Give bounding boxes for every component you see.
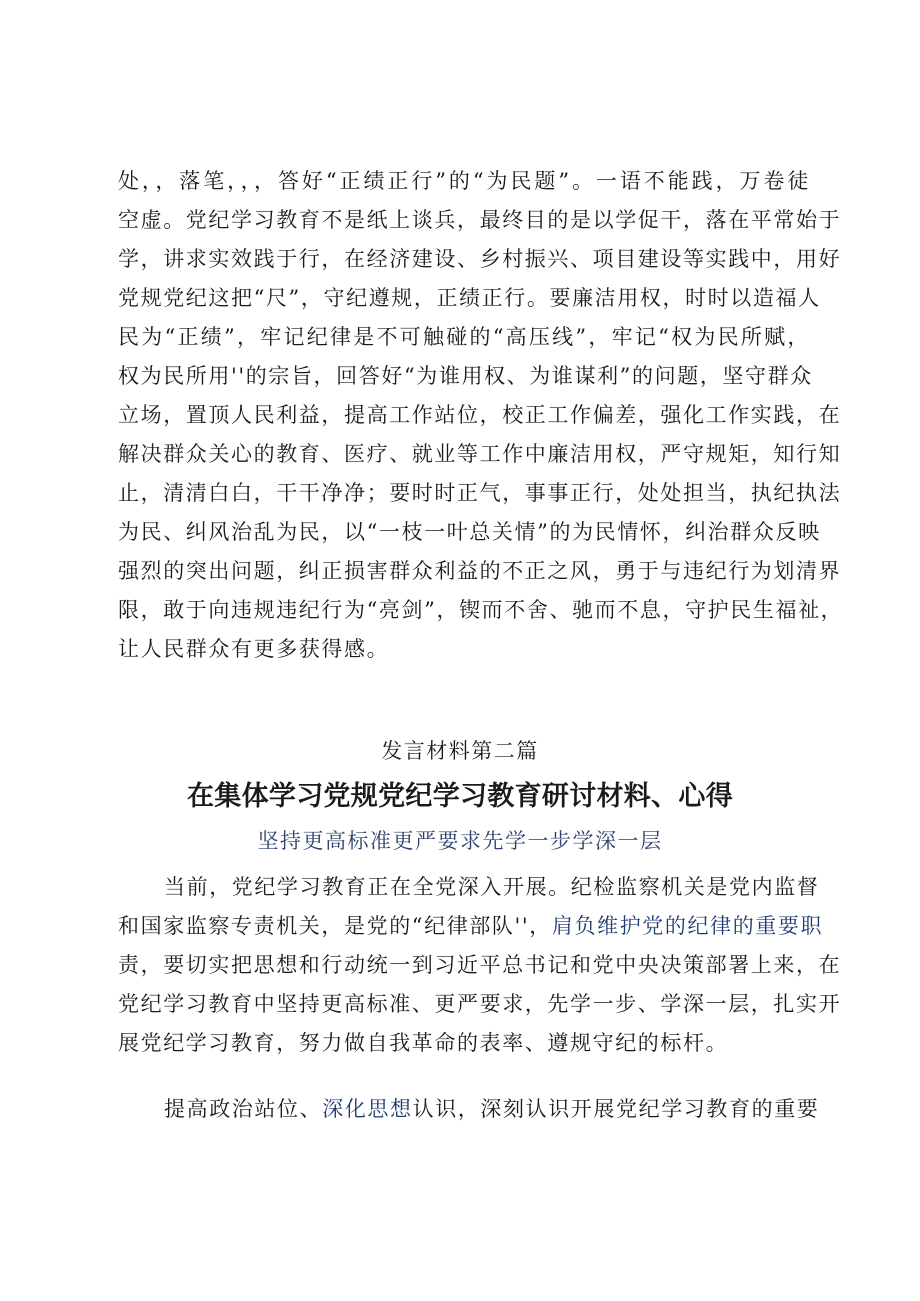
text-line: 解决群众关心的教育、医疗、就业等工作中廉洁用权，严守规矩，知行知 <box>118 442 842 466</box>
text-line: 限，敢于向违规违纪行为“亮剑”，锲而不舍、驰而不息，守护民生福祉， <box>118 598 844 622</box>
text-line <box>118 907 824 946</box>
text-line <box>118 1090 820 1129</box>
text-segment: 和国家监察专责机关，是党的“纪律部队''， <box>118 914 552 938</box>
text-line: 党规党纪这把“尺”，守纪遵规，正绩正行。要廉洁用权，时时以造福人 <box>118 286 821 310</box>
section-label: 发言材料第二篇 <box>381 739 539 763</box>
text-line: 权为民所用''的宗旨，回答好“为谁用权、为谁谋利”的问题，坚守群众 <box>118 364 813 388</box>
page-subtitle: 坚持更高标准更严要求先学一步学深一层 <box>257 829 663 853</box>
text-line: 责，要切实把思想和行动统一到习近平总书记和党中央决策部署上来，在 <box>118 953 842 977</box>
text-line: 强烈的突出问题，纠正损害群众利益的不正之风，勇于与违纪行为划清界 <box>118 559 842 583</box>
text-line: 为民、纠风治乱为民，以“一枝一叶总关情”的为民情怀，纠治群众反映 <box>118 520 821 544</box>
body-paragraph <box>118 1090 820 1129</box>
text-line: 止，清清白白，干干净净；要时时正气，事事正行，处处担当，执纪执法 <box>118 481 842 505</box>
text-line: 立场，置顶人民利益，提高工作站位，校正工作偏差，强化工作实践，在 <box>118 403 842 427</box>
text-line: 党纪学习教育中坚持更高标准、更严要求，先学一步、学深一层，扎实开 <box>118 992 842 1016</box>
text-line: 学，讲求实效践于行，在经济建设、乡村振兴、项目建设等实践中，用好 <box>118 247 842 271</box>
text-segment: 认识，深刻认识开展党纪学习教育的重要 <box>412 1097 820 1121</box>
text-segment: 提高政治站位、 <box>164 1097 323 1121</box>
text-line: 展党纪学习教育，努力做自我革命的表率、遵规守纪的标杆。 <box>118 1031 729 1055</box>
body-paragraph <box>118 162 844 669</box>
text-segment: 深化思想 <box>322 1097 413 1121</box>
text-line: 民为“正绩”，牢记纪律是不可触碰的“高压线”，牢记“权为民所赋， <box>118 325 810 349</box>
page-title: 在集体学习党规党纪学习教育研讨材料、心得 <box>187 781 733 812</box>
text-line: 空虚。党纪学习教育不是纸上谈兵，最终目的是以学促干，落在平常始于 <box>118 208 842 232</box>
text-line: 处，，落笔，，，答好“正绩正行”的“为民题”。一语不能践，万卷徒 <box>118 169 810 193</box>
text-segment: 肩负维护党的纪律的重要职 <box>551 914 824 938</box>
body-paragraph <box>118 868 842 1063</box>
text-line: 当前，党纪学习教育正在全党深入开展。纪检监察机关是党内监督 <box>164 875 820 899</box>
text-line: 让人民群众有更多获得感。 <box>118 637 390 661</box>
